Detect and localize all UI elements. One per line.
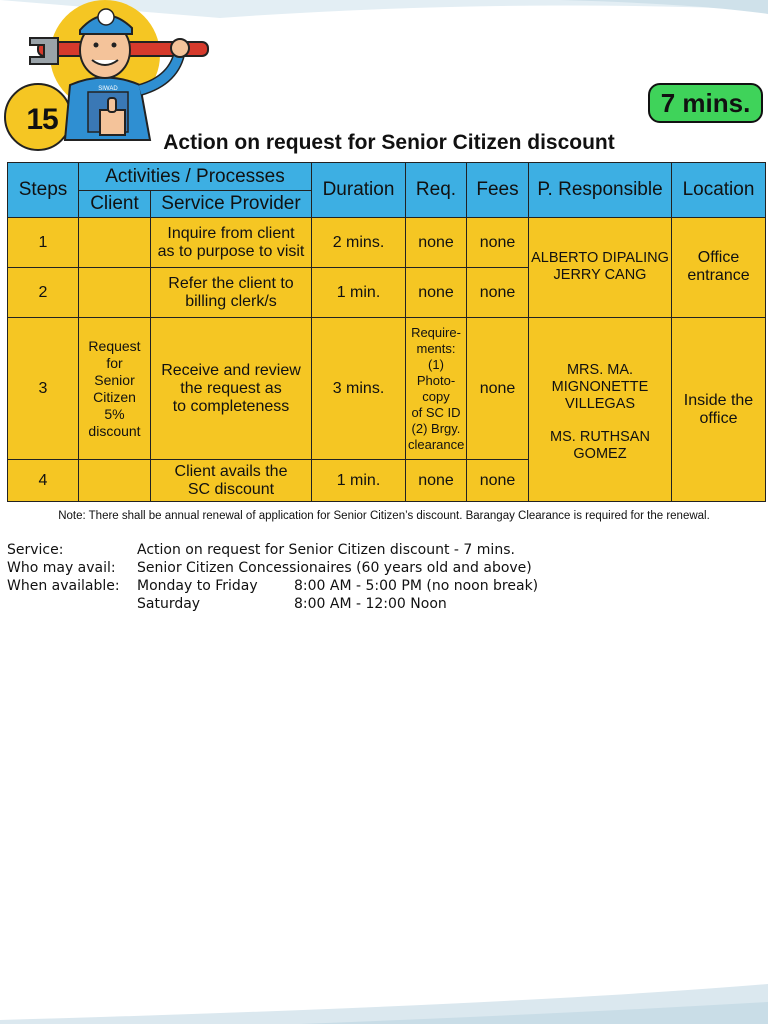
schedule-day: Saturday — [137, 596, 201, 612]
header-activities: Activities / Processes — [79, 163, 312, 191]
duration-cell: 2 mins. — [312, 218, 406, 268]
header-fees: Fees — [467, 163, 529, 218]
header-steps: Steps — [8, 163, 79, 218]
service-row — [7, 541, 538, 559]
service-value: Action on request for Senior Citizen discount - 7 mins. — [137, 542, 515, 558]
who-label: Who may avail: — [7, 560, 116, 576]
header-service-provider: Service Provider — [151, 191, 312, 218]
step-cell: 4 — [8, 460, 79, 502]
step-cell: 3 — [8, 318, 79, 460]
location-cell: Inside the office — [672, 318, 766, 502]
svg-text:SIWAD: SIWAD — [98, 86, 118, 92]
when-label: When available: — [7, 578, 120, 594]
person-responsible-cell: MRS. MA. MIGNONETTE VILLEGAS MS. RUTHSAN GOMEZ — [529, 318, 672, 502]
who-value: Senior Citizen Concessionaires (60 years old and above) — [137, 560, 532, 576]
service-provider-cell: Receive and review the request as to completeness — [151, 318, 312, 460]
step-cell: 1 — [8, 218, 79, 268]
process-table — [7, 162, 766, 502]
header-location: Location — [672, 163, 766, 218]
header-duration: Duration — [312, 163, 406, 218]
duration-badge: 7 mins. — [648, 83, 763, 123]
fees-cell: none — [467, 318, 529, 460]
bottom-decorative-swoosh — [0, 984, 768, 1024]
duration-cell: 1 min. — [312, 268, 406, 318]
when-row — [7, 577, 538, 595]
service-info — [7, 541, 538, 613]
header-requirements: Req. — [406, 163, 467, 218]
client-cell — [79, 268, 151, 318]
requirements-cell: none — [406, 218, 467, 268]
schedule-hours: 8:00 AM - 5:00 PM (no noon break) — [294, 578, 539, 594]
location-cell: Office entrance — [672, 218, 766, 318]
service-provider-cell: Inquire from client as to purpose to visit — [151, 218, 312, 268]
step-number: 15 — [26, 103, 58, 136]
schedule-day: Monday to Friday — [137, 578, 258, 594]
requirements-cell: none — [406, 460, 467, 502]
client-cell — [79, 218, 151, 268]
duration-cell: 3 mins. — [312, 318, 406, 460]
person-responsible-cell: ALBERTO DIPALING JERRY CANG — [529, 218, 672, 318]
header-client: Client — [79, 191, 151, 218]
header-person-responsible: P. Responsible — [529, 163, 672, 218]
service-label: Service: — [7, 542, 64, 558]
service-provider-cell: Refer the client to billing clerk/s — [151, 268, 312, 318]
client-cell: Request for Senior Citizen 5% discount — [79, 318, 151, 460]
page-title: Action on request for Senior Citizen discount — [163, 131, 615, 154]
renewal-note: Note: There shall be annual renewal of application for Senior Citizen’s discount. Barangay Clearance is required for the renewal. — [58, 510, 710, 522]
requirements-cell: none — [406, 268, 467, 318]
client-cell — [79, 460, 151, 502]
when-row — [7, 595, 538, 613]
fees-cell: none — [467, 268, 529, 318]
table-row — [8, 318, 766, 460]
fees-cell: none — [467, 218, 529, 268]
table-row — [8, 218, 766, 268]
fees-cell: none — [467, 460, 529, 502]
requirements-cell: Require- ments: (1) Photo- copy of SC ID (2) Brgy. clearance — [406, 318, 467, 460]
who-row — [7, 559, 538, 577]
schedule-hours: 8:00 AM - 12:00 Noon — [294, 596, 447, 612]
step-cell: 2 — [8, 268, 79, 318]
duration-cell: 1 min. — [312, 460, 406, 502]
service-provider-cell: Client avails the SC discount — [151, 460, 312, 502]
